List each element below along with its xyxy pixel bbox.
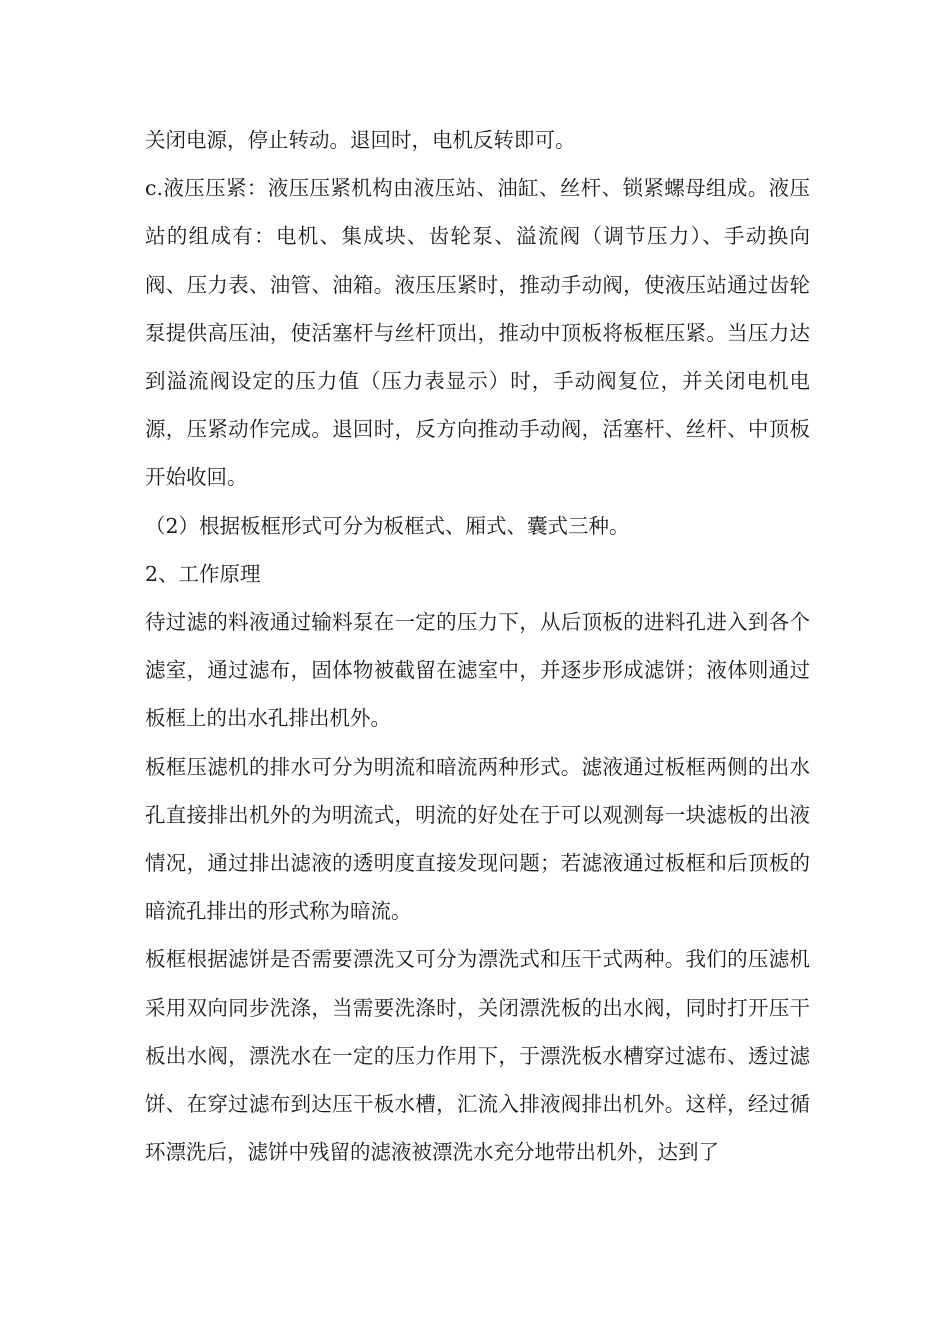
paragraph-washing-types: 板框根据滤饼是否需要漂洗又可分为漂洗式和压干式两种。我们的压滤机采用双向同步洗涤，当需要洗涤时，关闭漂洗板的出水阀，同时打开压干板出水阀，漂洗水在一定的压力作用下，于漂洗板水槽穿过滤布、透过滤饼、在穿过滤布到达压干板水槽，汇流入排液阀排出机外。这样，经过循环漂洗后，滤饼中残留的滤液被漂洗水充分地带出机外，达到了 xyxy=(145,947,810,1165)
paragraph-drainage-types: 板框压滤机的排水可分为明流和暗流两种形式。滤液通过板框两侧的出水孔直接排出机外的为明流式，明流的好处在于可以观测每一块滤板的出液情况，通过排出滤液的透明度直接发现问题；若滤液通过板框和后顶板的暗流孔排出的形式称为暗流。 xyxy=(145,754,810,924)
paragraph-hydraulic-press: c.液压压紧：液压压紧机构由液压站、油缸、丝杆、锁紧螺母组成。液压站的组成有：电机、集成块、齿轮泵、溢流阀（调节压力）、手动换向阀、压力表、油管、油箱。液压压紧时，推动手动阀，使液压站通过齿轮泵提供高压油，使活塞杆与丝杆顶出，推动中顶板将板框压紧。当压力达到溢流阀设定的压力值（压力表显示）时，手动阀复位，并关闭电机电源，压紧动作完成。退回时，反方向推动手动阀，活塞杆、丝杆、中顶板开始收回。 xyxy=(145,176,810,490)
paragraph-mechanical-close: 关闭电源，停止转动。退回时，电机反转即可。 xyxy=(145,128,576,152)
document-body xyxy=(145,116,810,1176)
paragraph-plate-types: （2）根据板框形式可分为板框式、厢式、囊式三种。 xyxy=(145,513,630,538)
paragraph-filtration-process: 待过滤的料液通过输料泵在一定的压力下，从后顶板的进料孔进入到各个滤室，通过滤布，固体物被截留在滤室中，并逐步形成滤饼；液体则通过板框上的出水孔排出机外。 xyxy=(145,610,810,731)
section-heading-working-principle: 2、工作原理 xyxy=(145,561,261,586)
